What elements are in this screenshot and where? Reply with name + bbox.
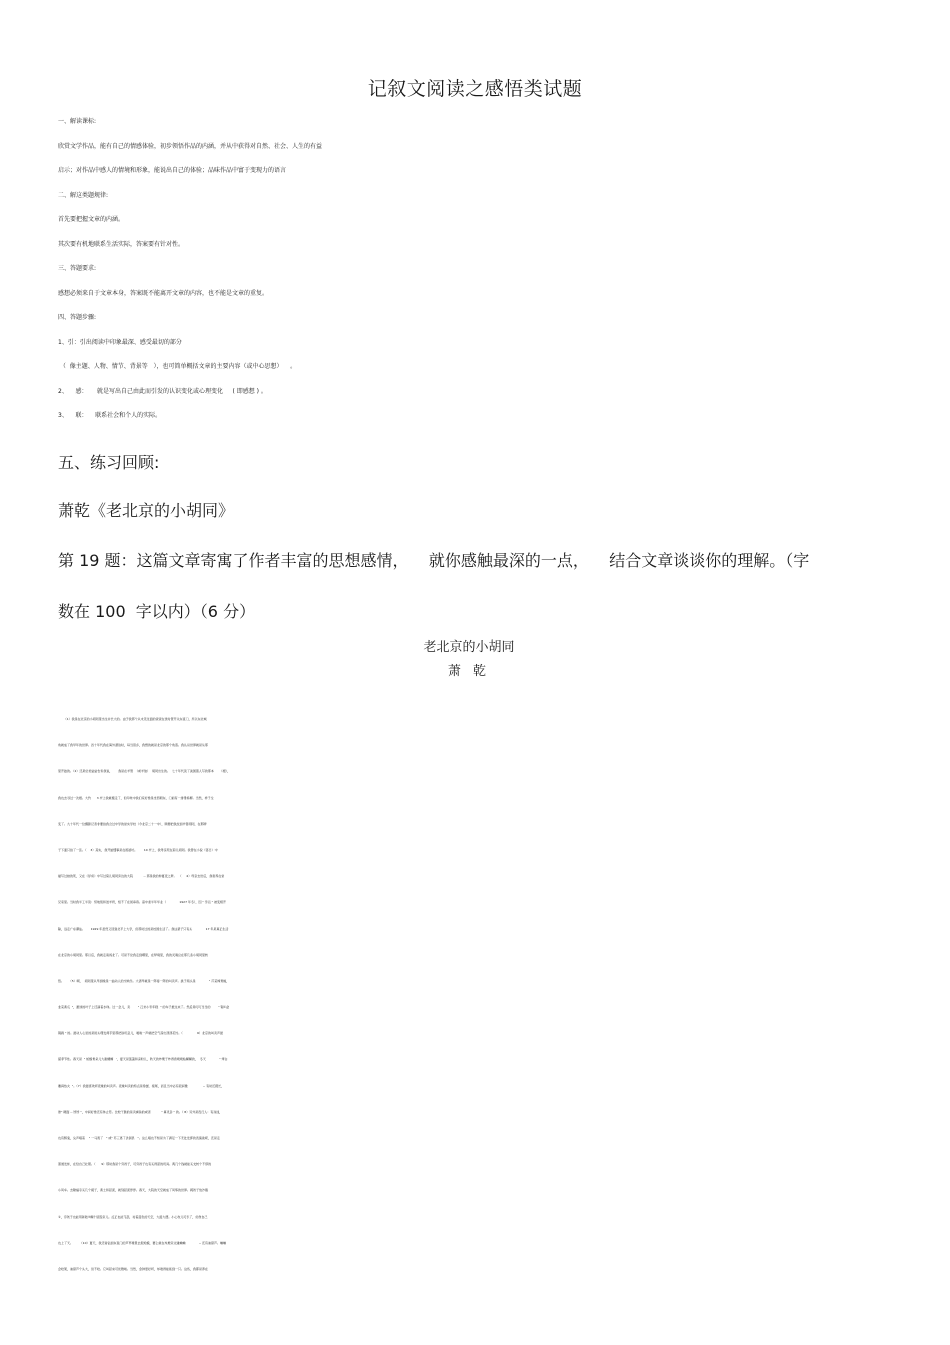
article-title: 老北京的小胡同 [423, 640, 515, 655]
article-line: 韭菜黄瓜 "，碧绿的叶子上还滴着水珠。过一会儿，卖 " 江米小枣年糕 " 的车子推过来了。然后是叮叮当当的 " 锔①盆 [58, 1005, 230, 1010]
article-line: 富季节性。春天是 " 蛤蟆骨朵儿大甜螺蛳 '，夏天是莲蓬和凉粉儿，秋天的炒栗子炒得香喷喷粘糊糊的， 冬天 " 烤白 [58, 1057, 228, 1062]
source-reference: 萧乾《老北京的小胡同》 [58, 501, 235, 520]
intro-line: 2、 感： 就是写出自己由此而引发的认识变化或心理变化 ( 即感想 ) 。 [58, 387, 267, 395]
article-line: （1）我是在北京的小胡同里出生并长大的。由于我那个从未见过面的爸爸在世时管开关东直门，所以东北城 [58, 717, 207, 721]
article-line: 也有醉鬼，尖声唱着 " 一马离了 " 或" 苏三离了洪洞县 "。这么唱也不知是为了满足一下无处发挥的表演欲呢，还是走 [58, 1136, 220, 1140]
intro-line: 一、解读课标: [58, 118, 97, 125]
section-heading: 五、练习回顾: [58, 453, 160, 472]
intro-line: 1、引：引出阅读中印象最深、感受最切的部分 [58, 338, 182, 346]
intro-line: 三、答题要求: [58, 265, 97, 272]
article-line: 我也去寻过一次根。大约 3 岁上我就搬走了，但印象中我们家好像是坐西朝东，门前有一排垂杨柳。当然，样子全 [58, 795, 214, 800]
article-line: 锔碗 " 的。最动人心弦的是街头理发师手里那把铁玩意儿，嗞啦一声就把空气荡出漾漾花纹。（ 6）北京的叫卖声最 [58, 1031, 224, 1036]
article-body [58, 706, 898, 1282]
page-title: 记叙文阅读之感悟类试题 [367, 78, 583, 100]
article-line: 子下面只拍了一张。（ 3）其实，我开始懂事是在褡裢坑。 10 岁上，我母亲死在菊儿胡同。我曾在小说《落日》中 [58, 847, 218, 852]
article-line: 兄家里。当时我半工半读：织地毯和送羊奶，短不了在街串巷。高中差半年毕业（ 1927 年冬），因 " 学运 " 被变相开 [58, 900, 227, 905]
article-line: 在北京的小胡同里。那以后，我就走南闯北了。可是不论我走到哪里，在梦境里，我的灵魂总在那几条小胡同里转 [58, 952, 209, 957]
article-line: 描写过她的死，又在《俘虏》中写过菊儿胡同旁边的大院 -- 那是我的仲夏夜之梦。 （ 4）母亲去世后，我寄养在堂 [58, 874, 225, 879]
question-line: 数在 100 字以内）（6 分） [58, 602, 256, 621]
article-line: 变了。九十年代一位摄影记者非要拍我念过中学的崇实学校（今北京二十一中），顺便把我拉到羊管胡同，在那牌 [58, 821, 207, 826]
question-line: 第 19 题：这篇文章寄寓了作者丰富的思想感情， 就你感触最深的一点， 结合文章谈谈你的理解。（字 [58, 551, 810, 570]
article-author: 萧 乾 [447, 664, 491, 679]
article-line: 小风车。去隆福寺买几个模子，黄土和起泥，就刻起泥饽饽。春天，大院的天空就成了风筝的世界。阔孩子放沙雁 [58, 1188, 209, 1193]
article-line: 悠。 （5）啊， 胡同里从早到晚是一曲动人的交响乐。大清早就是一阵接一阵的叫卖声。挑子两头是 " 芹菜辣青椒， [58, 978, 230, 983]
article-line: ②，穷孩子也能用秫秸③糊个屁股帘儿。反正也能飞起，衬着蓝色的天空，大摇大摆。小心坎儿可乐了，好像自己 [58, 1214, 208, 1219]
article-line: 像" 硬面 -- 饽饽 "，中间好像还有休止符。比较干脆的是卖熏鱼的或者 " 算灵卦 " 的。（ 8）另外是夜行人：有戏迷， [58, 1109, 223, 1114]
article-line: 除，远走广东潮汕。 1929 年虽然又回到北平上大学，但那时过的是校园生活了。我这辈子只有头 17 年是真正生活 [58, 926, 229, 931]
intro-section [58, 110, 898, 429]
intro-line: 欣赏文学作品，能有自己的情感体验，初步领悟作品的内涵，并从中获得对自然、社会、人生的有益 [58, 142, 323, 150]
intro-line: 其次要有机地联系生活实际，答案要有针对性。 [58, 240, 185, 248]
article-line: 里开始的。（2）还是位老姑姑告诉我说， 我是在羊管 （或羊倌） 胡同出生的。 七十年代读了美国黑人写的那本 《根》， [58, 769, 231, 774]
intro-line: 3、 联： 联系社会和个人的实际。 [58, 412, 162, 419]
article-line: 角就成了我早年的世界。四十年代我在海外漂泊时，每当思乡，我想的就是北京的那个角落。我认识世界就是从那 [58, 743, 209, 748]
article-line: 薯真热火 "。（7）我最喜欢听夜晚的叫卖声。夜晚叫卖的特点是徐缓、拖尾，而且当中必有段间歇 -- 有时还挺长， [58, 1083, 225, 1088]
intro-line: 启示；对作品中感人的情境和形象，能说出自己的体验；品味作品中富于变现力的语言 [58, 167, 287, 174]
intro-line: 二、解这类题规律: [58, 191, 109, 199]
intro-line: （ 像主题、人物、情节、背景等 ），也可简单概括文章的主要内容（或中心思想） 。 [58, 363, 297, 370]
article-line: 黑道发怵，在给自己壮胆。（ 9）那时我是个穷孩子，可穷孩子也有买得起的玩具。两几个钱就能买支转个不停的 [58, 1162, 212, 1167]
intro-line: 四、答题步骤: [58, 314, 97, 321]
article-line: 会咬架，油葫芦个头大，但不咬。它叫起来可优雅啦。当然，金钟更好听，却难得能抓到一只。这些，我都是养在 [58, 1266, 209, 1271]
article-line: 也上了天。 （10）夏天，我还常钻到东直门的芦苇塘里去捉蛤蟆，要么就在坟堆旁边逮蛐蛐 -- 还有油葫芦。蛐蛐 [58, 1240, 226, 1245]
intro-line: 感想必须来自于文章本身，答案既不能离开文章的内容，也不能是文章的重复。 [58, 289, 269, 297]
intro-line: 首先要把握文章的内涵。 [58, 216, 125, 223]
